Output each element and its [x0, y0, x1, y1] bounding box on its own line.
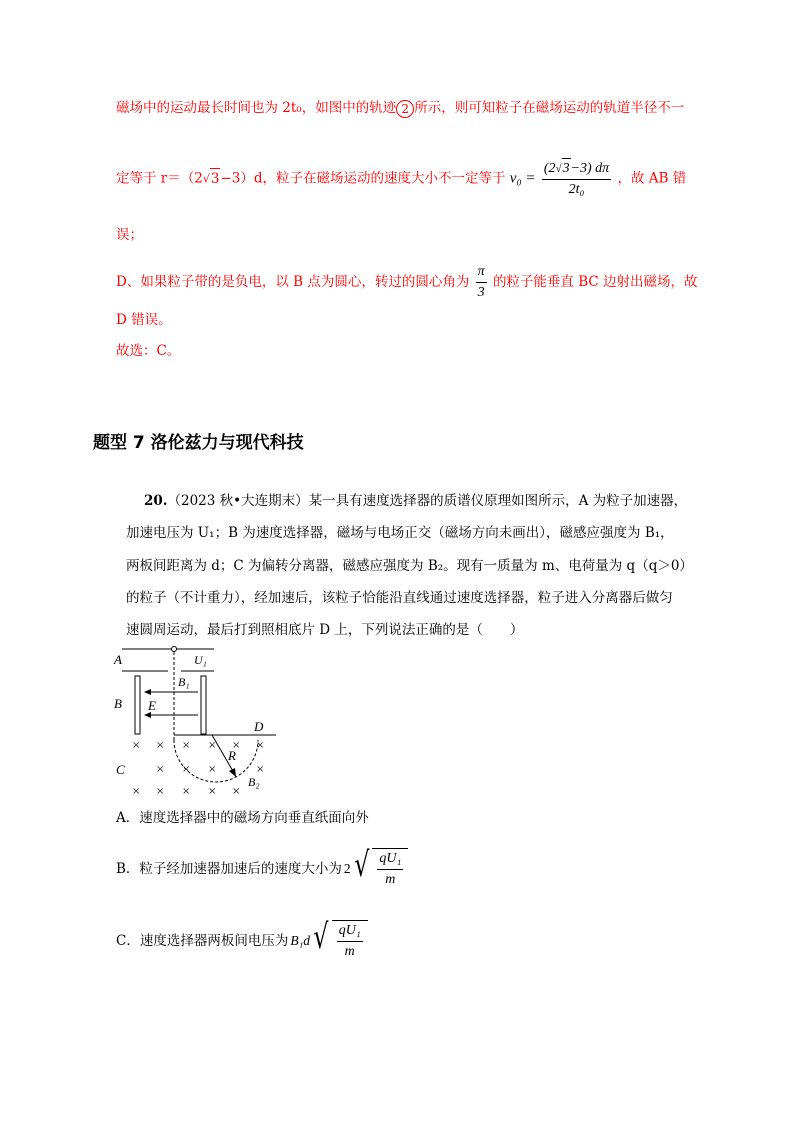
question-line-5: 速圆周运动，最后打到照相底片 D 上，下列说法正确的是（ ） [126, 622, 524, 638]
label-b2: B₂ [248, 775, 260, 789]
label-u1: U₁ [194, 653, 207, 667]
particle-source [172, 647, 177, 652]
cross: × [232, 740, 241, 751]
label-b1: B₁ [178, 675, 190, 689]
label-c: C [116, 762, 125, 777]
selector-plate-left [135, 676, 140, 734]
cross: × [208, 786, 217, 797]
solution-line-1: 磁场中的运动最长时间也为 2t₀，如图中的轨迹 2 所示，则可知粒子在磁场运动的轨道半径不一 [116, 100, 685, 116]
cross: × [182, 764, 191, 775]
sqrt-expression: √ $\frac{\text{qU₁}}{m}$ [351, 848, 409, 890]
pi-fraction: $\frac{\pi}{3}$ [477, 264, 485, 300]
solution-line-2: 定等于 r＝（2√3−3）d，粒子在磁场运动的速度大小不一定等于 v₀ = $\frac{(2√3-3) d\pi}{\text{2t₀}}$ ，故 AB 错 [116, 158, 686, 200]
cross: × [182, 786, 191, 797]
cross: × [132, 786, 141, 797]
cross: × [182, 740, 191, 751]
cross: × [156, 764, 165, 775]
label-a: A [114, 652, 122, 667]
magnetic-field-crosses [132, 740, 264, 797]
v0-fraction: $\frac{(2√3-3) d\pi}{\text{2t₀}}$ [542, 158, 611, 200]
section-title: 题型 7 洛伦兹力与现代科技 [93, 433, 304, 453]
cross: × [132, 740, 141, 751]
solution-line-6: 故选：C。 [116, 343, 181, 359]
b1-arrowhead [144, 689, 151, 695]
cross: × [208, 764, 217, 775]
cross: × [256, 764, 265, 775]
radius-arrowhead [229, 768, 236, 777]
solution-line-5: D 错误。 [116, 312, 172, 328]
circled-number: 2 [396, 100, 414, 118]
cross: × [256, 740, 265, 751]
cross: × [232, 786, 241, 797]
option-b: B．粒子经加速器加速后的速度大小为 2 √ $\frac{\text{qU₁}}{m}$ [116, 848, 408, 890]
solution-line-3: 误； [116, 227, 143, 243]
cross: × [208, 740, 217, 751]
solution-line-4: D、如果粒子带的是负电，以 B 点为圆心，转过的圆心角为 $\frac{\pi}{3}$ 的粒子能垂直 BC 边射出磁场，故 [116, 262, 698, 303]
label-d: D [254, 719, 264, 734]
selector-plate-right [201, 676, 206, 734]
question-number: 20. [144, 493, 168, 509]
option-a: A．速度选择器中的磁场方向垂直纸面向外 [116, 810, 369, 826]
label-r: R [228, 748, 236, 763]
label-e: E [148, 698, 156, 713]
question-line-1: 20.（2023 秋•大连期末）某一具有速度选择器的质谱仪原理如图所示，A 为粒子加速器， [144, 493, 688, 509]
question-line-2: 加速电压为 U₁；B 为速度选择器，磁场与电场正交（磁场方向未画出），磁感应强度为 B₁， [126, 525, 674, 541]
question-line-4: 的粒子（不计重力），经加速后，该粒子恰能沿直线通过速度选择器，粒子进入分离器后做匀 [126, 590, 673, 606]
cross: × [156, 786, 165, 797]
v0-label: v₀ = [509, 170, 536, 187]
question-line-3: 两板间距离为 d；C 为偏转分离器，磁感应强度为 B₂。现有一质量为 m、电荷量为 q（q＞0） [126, 558, 693, 574]
label-b: B [114, 696, 122, 711]
cross: × [156, 740, 165, 751]
sqrt-expression: √ $\frac{\text{qU₁}}{m}$ [310, 920, 368, 962]
option-c: C．速度选择器两板间电压为 B₁d √ $\frac{\text{qU₁}}{m}$ [116, 920, 368, 962]
mass-spectrometer-diagram [108, 640, 288, 800]
